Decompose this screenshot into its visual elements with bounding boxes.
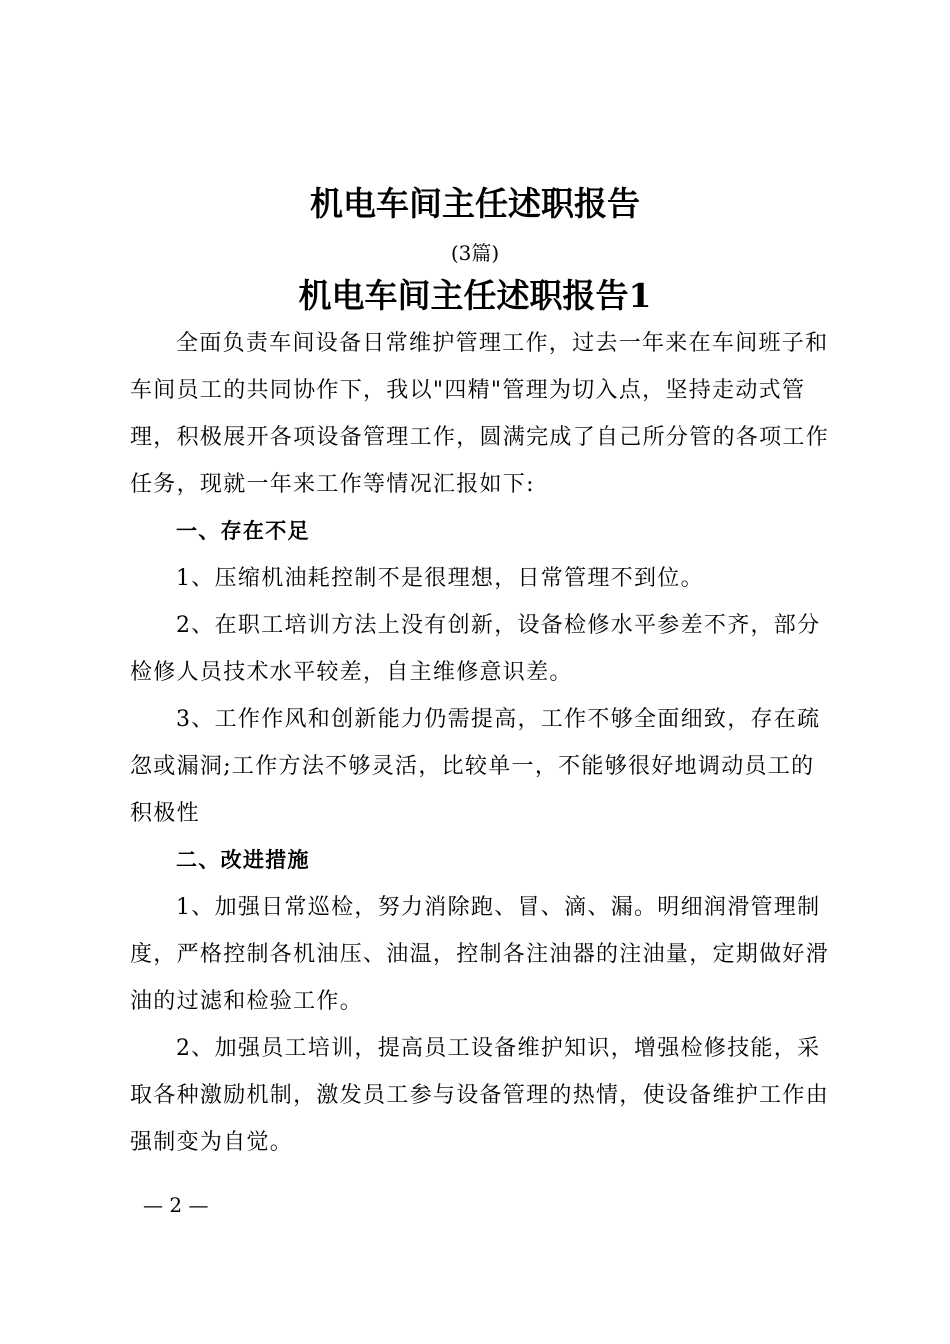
document-body <box>130 320 830 1166</box>
document-title: 机电车间主任述职报告1 <box>298 276 652 315</box>
shortcoming-item-1: 1、压缩机油耗控制不是很理想，日常管理不到位。 <box>176 566 704 591</box>
improvement-item-1: 1、加强日常巡检，努力消除跑、冒、滴、漏。明细润滑管理制度，严格控制各机油压、油温，控制各注油器的注油量，定期做好滑油的过滤和检验工作。 <box>130 895 830 1014</box>
improvement-item-2: 2、加强员工培训，提高员工设备维护知识，增强检修技能，采取各种激励机制，激发员工参与设备管理的热情，使设备维护工作由强制变为自觉。 <box>130 1036 830 1155</box>
subtitle: (3篇) <box>450 241 500 265</box>
section-heading-improvements: 二、改进措施 <box>176 848 310 872</box>
shortcoming-item-2: 2、在职工培训方法上没有创新，设备检修水平参差不齐，部分检修人员技术水平较差，自主维修意识差。 <box>130 613 821 685</box>
section-heading-shortcomings: 一、存在不足 <box>176 519 310 543</box>
page-number: — 2 — <box>143 1193 209 1217</box>
intro-paragraph: 全面负责车间设备日常维护管理工作，过去一年来在车间班子和车间员工的共同协作下，我以"四精"管理为切入点，坚持走动式管理，积极展开各项设备管理工作，圆满完成了自己所分管的各项工作任务，现就一年来工作等情况汇报如下: <box>130 331 830 497</box>
main-title: 机电车间主任述职报告 <box>310 184 640 223</box>
shortcoming-item-3: 3、工作作风和创新能力仍需提高，工作不够全面细致，存在疏忽或漏洞;工作方法不够灵活，比较单一，不能够很好地调动员工的积极性 <box>130 707 821 826</box>
